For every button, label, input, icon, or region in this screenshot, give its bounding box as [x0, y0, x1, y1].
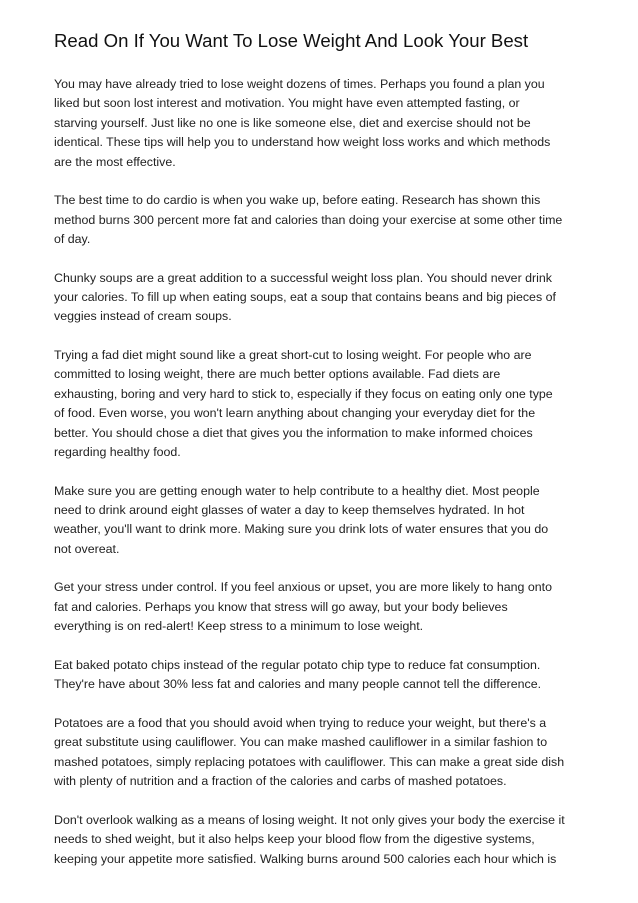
text-line: of day. — [54, 232, 91, 247]
text-line: Get your stress under control. If you feel anxious or upset, you are more likely to hang onto — [54, 580, 552, 595]
text-line: Make sure you are getting enough water to help contribute to a healthy diet. Most people — [54, 483, 540, 498]
text-line: are the most effective. — [54, 154, 176, 169]
text-line: of food. Even worse, you won't learn anything about changing your everyday diet for the — [54, 406, 536, 421]
text-line: great substitute using cauliflower. You can make mashed cauliflower in a similar fashion to — [54, 735, 548, 750]
document-page — [54, 27, 594, 888]
text-line: Don't overlook walking as a means of losing weight. It not only gives your body the exercise it — [54, 812, 565, 827]
text-line: better. You should chose a diet that gives you the information to make informed choices — [54, 425, 533, 440]
text-line: identical. These tips will help you to understand how weight loss works and which methods — [54, 135, 551, 150]
text-line: weather, you'll want to drink more. Making sure you drink lots of water ensures that you do — [54, 522, 549, 537]
paragraph — [54, 578, 594, 636]
text-line: They're have about 30% less fat and calories and many people cannot tell the difference. — [54, 677, 542, 692]
paragraph — [54, 811, 594, 869]
text-line: your calories. To fill up when eating soups, eat a soup that contains beans and big pieces of — [54, 290, 556, 305]
text-line: starving yourself. Just like no one is like someone else, diet and exercise should not be — [54, 115, 531, 130]
text-line: Eat baked potato chips instead of the regular potato chip type to reduce fat consumption. — [54, 657, 541, 672]
text-line: Potatoes are a food that you should avoid when trying to reduce your weight, but there's a — [54, 715, 547, 730]
text-line: The best time to do cardio is when you wake up, before eating. Research has shown this — [54, 193, 541, 208]
paragraph — [54, 191, 594, 249]
text-line: fat and calories. Perhaps you know that stress will go away, but your body believes — [54, 599, 508, 614]
text-line: regarding healthy food. — [54, 445, 181, 460]
text-line: keeping your appetite more satisfied. Walking burns around 500 calories each hour which is — [54, 851, 557, 866]
text-line: veggies instead of cream soups. — [54, 309, 232, 324]
text-line: everything is on red-alert! Keep stress to a minimum to lose weight. — [54, 619, 424, 634]
paragraph — [54, 346, 594, 462]
text-line: Trying a fad diet might sound like a great short-cut to losing weight. For people who are — [54, 348, 532, 363]
document-title: Read On If You Want To Lose Weight And Look Your Best — [54, 30, 529, 51]
paragraph — [54, 269, 594, 327]
text-line: You may have already tried to lose weight dozens of times. Perhaps you found a plan you — [54, 77, 545, 91]
text-line: with plenty of nutrition and a fraction of the calories and carbs of mashed potatoes. — [54, 774, 507, 789]
document-body — [54, 75, 594, 869]
text-line: method burns 300 percent more fat and calories than doing your exercise at some other time — [54, 212, 563, 227]
text-line: mashed potatoes, simply replacing potatoes with cauliflower. This can make a great side dish — [54, 754, 565, 769]
paragraph — [54, 482, 594, 560]
text-line: need to drink around eight glasses of water a day to keep themselves hydrated. In hot — [54, 503, 525, 518]
paragraph — [54, 714, 594, 792]
text-line: liked but soon lost interest and motivation. You might have even attempted fasting, or — [54, 96, 520, 111]
text-line: not overeat. — [54, 541, 120, 556]
paragraph — [54, 75, 594, 172]
text-line: Chunky soups are a great addition to a successful weight loss plan. You should never drink — [54, 270, 552, 285]
paragraph — [54, 656, 594, 695]
text-line: needs to shed weight, but it also helps keep your blood flow from the digestive systems, — [54, 832, 535, 847]
text-line: exhausting, boring and very hard to stick to, especially if they focus on eating only one type — [54, 386, 553, 401]
text-line: committed to losing weight, there are much better options available. Fad diets are — [54, 367, 501, 382]
